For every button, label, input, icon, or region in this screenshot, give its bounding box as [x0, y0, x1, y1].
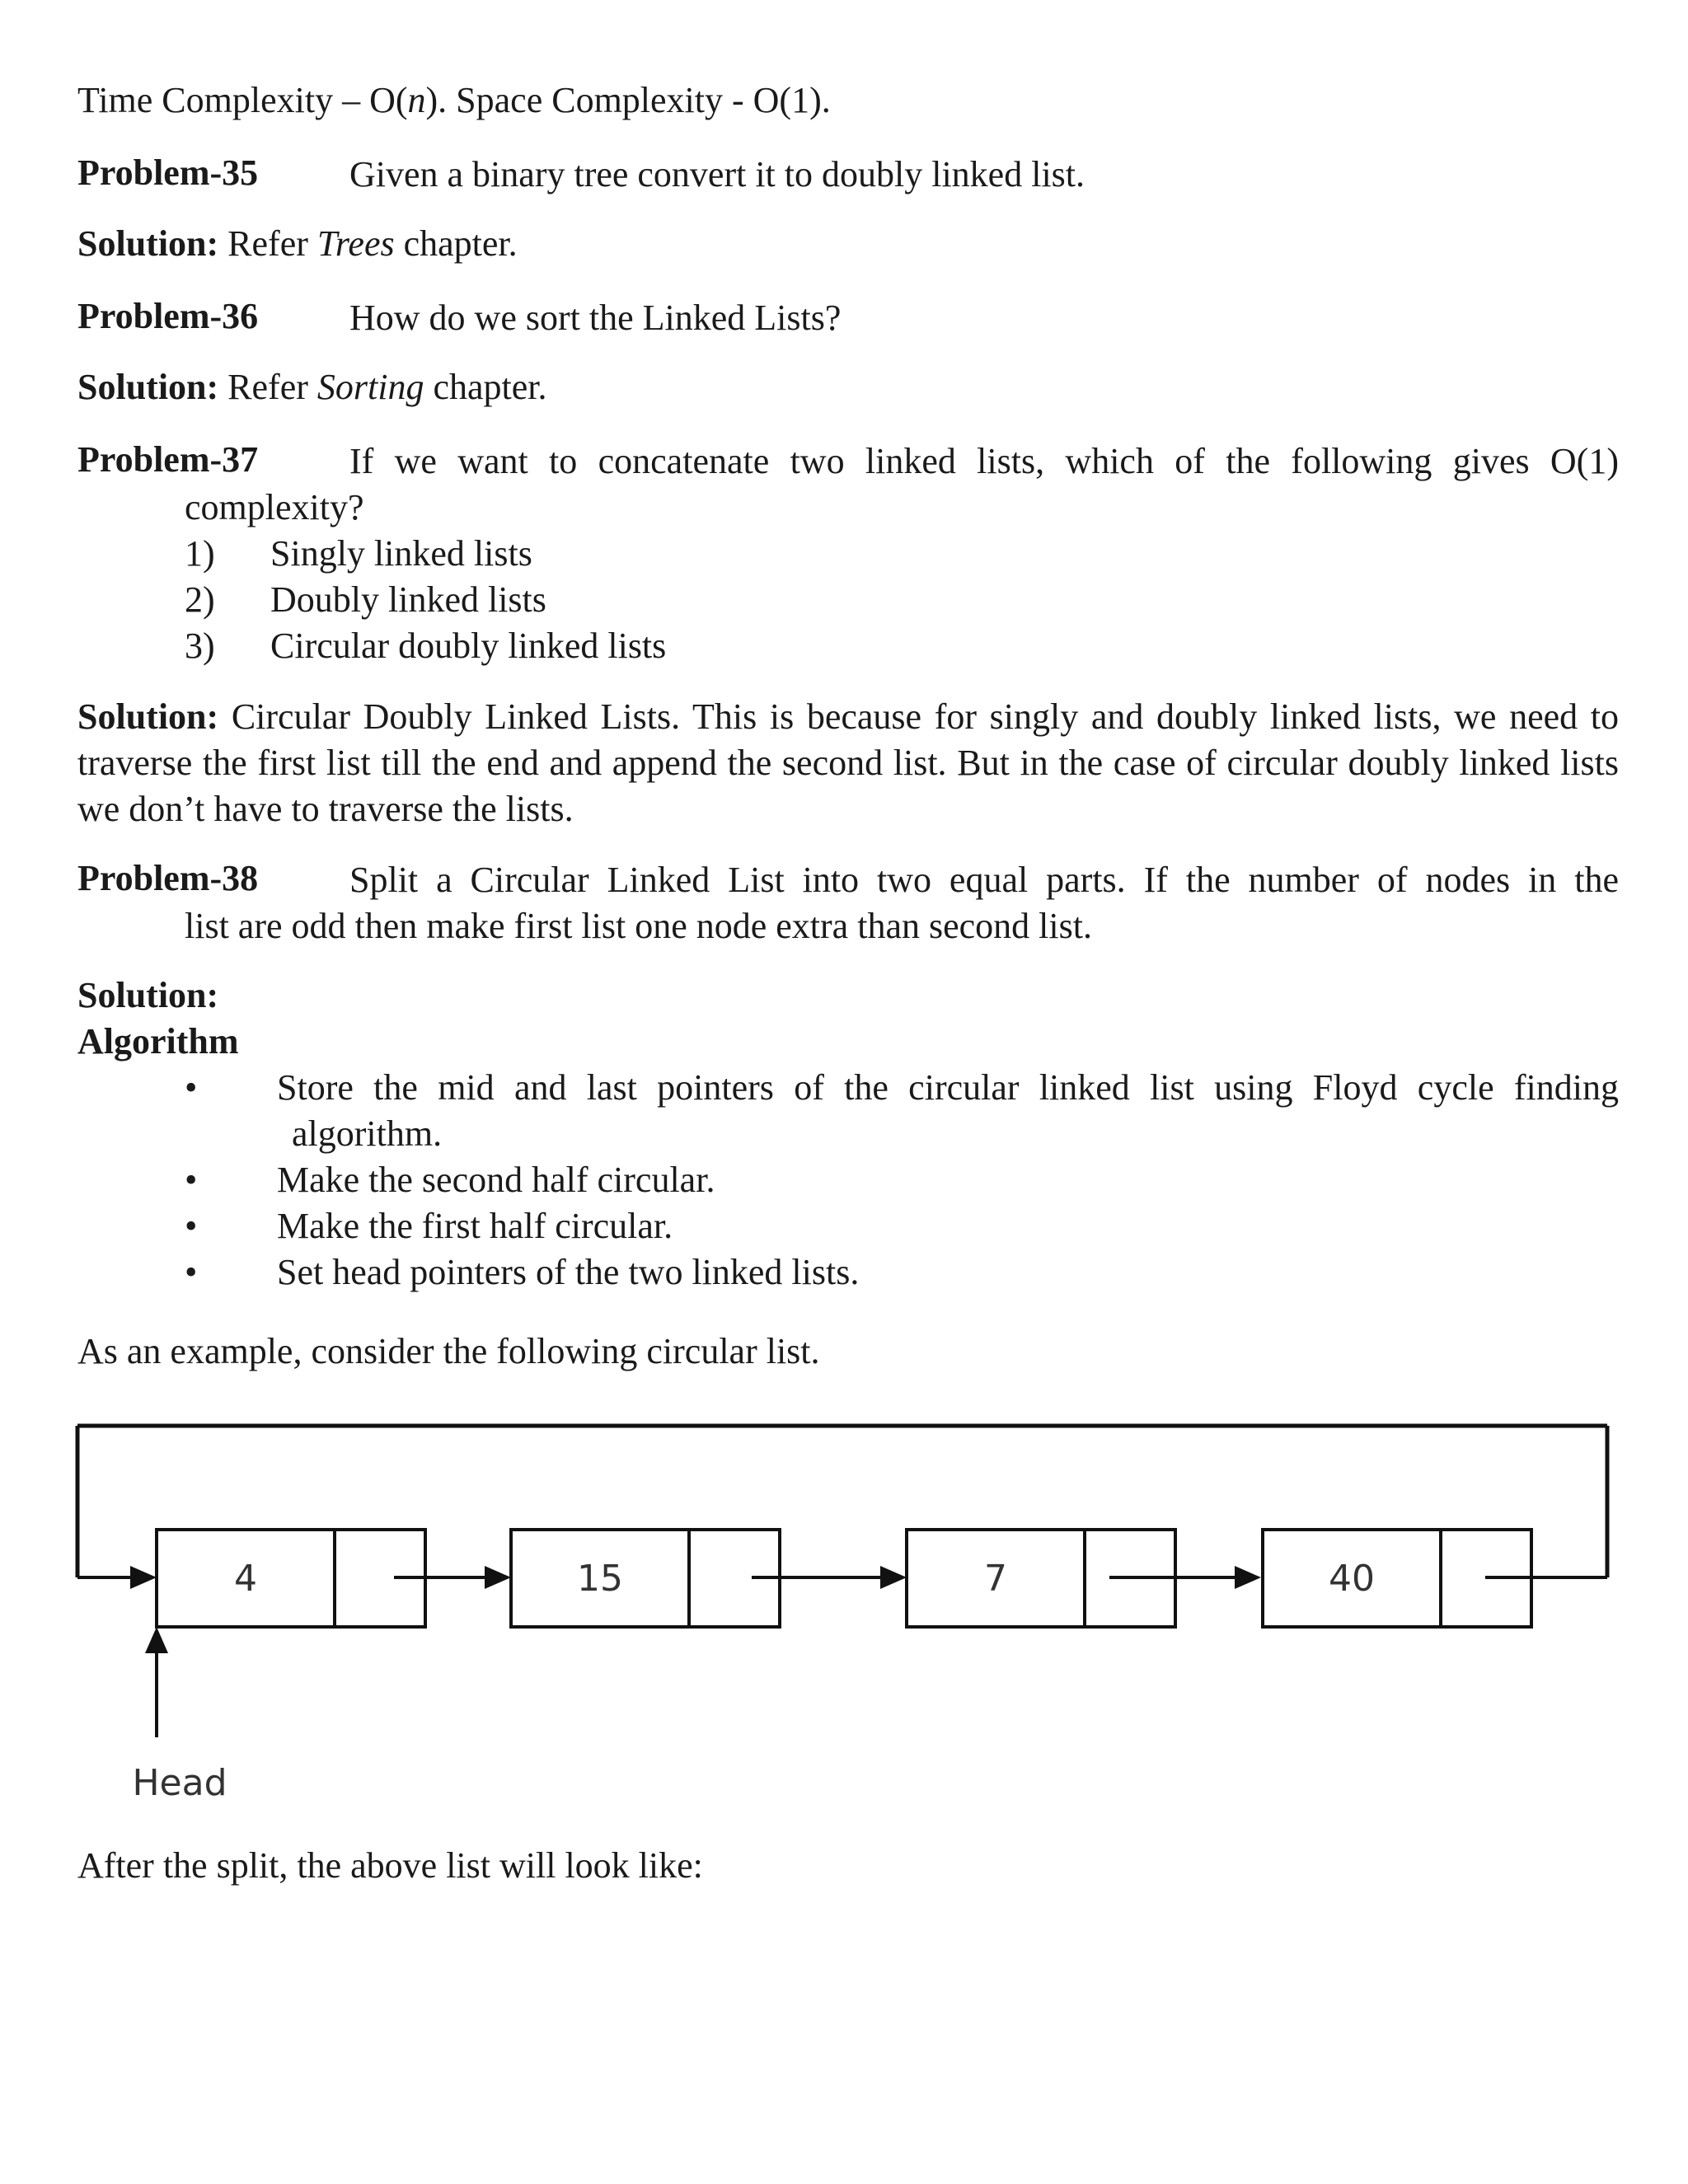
step-2-text: Make the second half circular.: [277, 1160, 715, 1200]
bullet-icon: •: [185, 1252, 198, 1292]
after-split-text: After the split, the above list will look like:: [77, 1845, 703, 1886]
solution-35-label: Solution:: [77, 223, 219, 264]
option-text: Circular doubly linked lists: [270, 626, 667, 666]
bullet-icon: •: [185, 1067, 198, 1108]
example-intro: As an example, consider the following circular list.: [77, 1331, 820, 1371]
option-text: Doubly linked lists: [270, 579, 546, 620]
problem-37-line1: If we want to concatenate two linked lists, which of the following gives O(1): [349, 441, 1619, 481]
space-complexity-text: ). Space Complexity - O(1).: [425, 80, 831, 120]
problem-36-text: How do we sort the Linked Lists?: [349, 298, 842, 338]
solution-36-label: Solution:: [77, 367, 219, 407]
problem-37-line2: complexity?: [185, 487, 364, 527]
solution-35-chapter: Trees: [316, 223, 395, 264]
head-label: Head: [132, 1762, 227, 1804]
time-complexity-variable: n: [407, 80, 426, 120]
node-value: 4: [234, 1558, 257, 1600]
node-value: 15: [577, 1558, 623, 1600]
node-value: 7: [984, 1558, 1007, 1600]
step-1-line1: Store the mid and last pointers of the circular linked list using Floyd cycle finding: [277, 1067, 1619, 1108]
bullet-icon: •: [185, 1206, 198, 1246]
solution-37-text: Circular Doubly Linked Lists. This is because for singly and doubly linked lists, we need to traverse the first list till the end and append the second list. But in the case of circular doubly linked lists we don’t have to traverse the lists.: [77, 696, 1619, 829]
next-pointer-arrow: [394, 1566, 511, 1589]
problem-38-line2: list are odd then make first list one node extra than second list.: [185, 906, 1092, 946]
problem-37-label: Problem-37: [77, 439, 259, 480]
list-node: [511, 1530, 780, 1627]
problem-38-line1: Split a Circular Linked List into two equal parts. If the number of nodes in the: [349, 860, 1619, 900]
option-number: 1): [185, 533, 215, 574]
list-node: [157, 1530, 425, 1627]
solution-35-pre: Refer: [218, 223, 317, 264]
problem-36-label: Problem-36: [77, 296, 259, 336]
time-complexity-prefix: Time Complexity – O(: [77, 80, 408, 120]
step-1-line2: algorithm.: [292, 1113, 443, 1154]
solution-36-chapter: Sorting: [316, 367, 424, 407]
loop-back-connector: [77, 1426, 1607, 1577]
next-pointer-arrow: [1109, 1566, 1261, 1589]
option-number: 3): [185, 626, 215, 666]
algorithm-heading-text: Algorithm: [77, 1021, 239, 1062]
loop-entry-arrow: [77, 1566, 157, 1589]
option-text: Singly linked lists: [270, 533, 532, 574]
step-4-text: Set head pointers of the two linked lists.: [277, 1252, 860, 1292]
problem-38-label: Problem-38: [77, 858, 259, 898]
solution-35-post: chapter.: [394, 223, 518, 264]
node-box: [511, 1530, 780, 1627]
bullet-icon: •: [185, 1160, 198, 1200]
option-number: 2): [185, 579, 215, 620]
head-pointer-arrow: [145, 1627, 168, 1737]
node-value: 40: [1329, 1558, 1375, 1600]
solution-36-pre: Refer: [218, 367, 317, 407]
solution-36-post: chapter.: [424, 367, 547, 407]
node-box: [157, 1530, 425, 1627]
solution-38-label-text: Solution:: [77, 975, 219, 1015]
problem-35-label: Problem-35: [77, 152, 259, 193]
step-3-text: Make the first half circular.: [277, 1206, 673, 1246]
next-pointer-arrow: [752, 1566, 907, 1589]
problem-35-text: Given a binary tree convert it to doubly linked list.: [349, 154, 1085, 194]
solution-37-label: Solution:: [77, 696, 219, 737]
